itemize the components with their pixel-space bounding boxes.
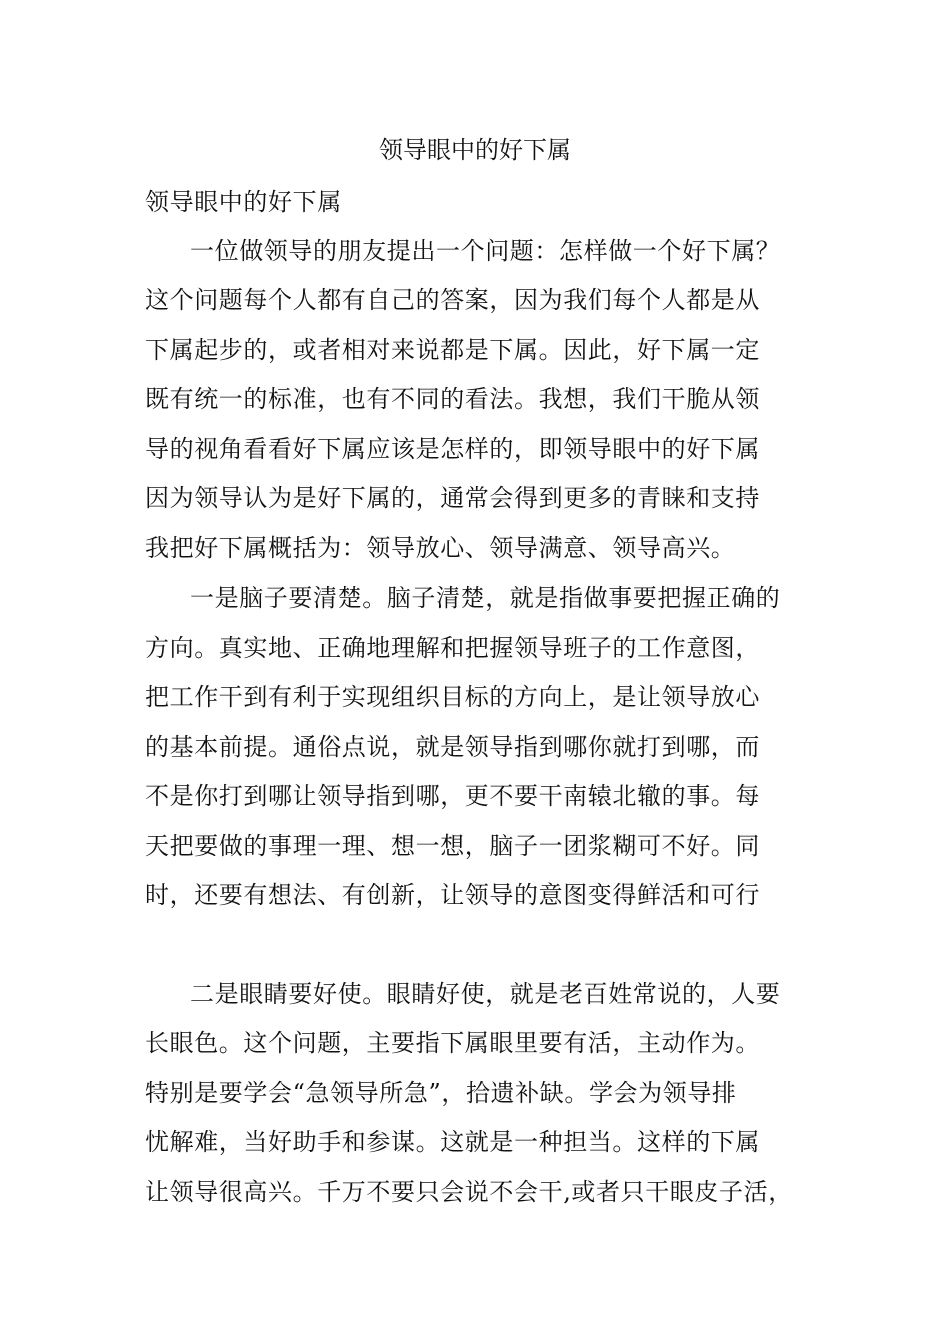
paragraph-line: 这个问题每个人都有自己的答案，因为我们每个人都是从 bbox=[145, 286, 760, 314]
paragraph-line: 特别是要学会“急领导所急”，拾遗补缺。学会为领导排 bbox=[145, 1079, 737, 1107]
paragraph-line: 长眼色。这个问题，主要指下属眼里要有活，主动作为。 bbox=[145, 1029, 760, 1057]
paragraph-line: 让领导很高兴。千万不要只会说不会干,或者只干眼皮子活， bbox=[145, 1178, 793, 1206]
document-subtitle: 领导眼中的好下属 bbox=[145, 188, 342, 216]
paragraph-line: 一是脑子要清楚。脑子清楚，就是指做事要把握正确的 bbox=[190, 584, 781, 612]
paragraph-line: 既有统一的标准，也有不同的看法。我想，我们干脆从领 bbox=[145, 385, 760, 413]
paragraph-line: 方向。真实地、正确地理解和把握领导班子的工作意图， bbox=[145, 634, 760, 662]
paragraph-line: 不是你打到哪让领导指到哪，更不要干南辕北辙的事。每 bbox=[145, 782, 760, 810]
paragraph-line: 因为领导认为是好下属的，通常会得到更多的青睐和支持 bbox=[145, 484, 760, 512]
paragraph-line: 的基本前提。通俗点说，就是领导指到哪你就打到哪，而 bbox=[145, 733, 760, 761]
paragraph-line: 导的视角看看好下属应该是怎样的，即领导眼中的好下属 bbox=[145, 435, 760, 463]
paragraph-line: 下属起步的，或者相对来说都是下属。因此，好下属一定 bbox=[145, 336, 760, 364]
paragraph-line: 把工作干到有利于实现组织目标的方向上，是让领导放心 bbox=[145, 683, 760, 711]
paragraph-line: 天把要做的事理一理、想一想，脑子一团浆糊可不好。同 bbox=[145, 832, 760, 860]
document-title: 领导眼中的好下属 bbox=[379, 136, 571, 164]
paragraph-line: 二是眼睛要好使。眼睛好使，就是老百姓常说的，人要 bbox=[190, 980, 781, 1008]
paragraph-line: 我把好下属概括为：领导放心、领导满意、领导高兴。 bbox=[145, 534, 736, 562]
paragraph-line: 忧解难，当好助手和参谋。这就是一种担当。这样的下属 bbox=[145, 1128, 760, 1156]
paragraph-line: 一位做领导的朋友提出一个问题：怎样做一个好下属？ bbox=[190, 237, 781, 265]
paragraph-line: 时，还要有想法、有创新，让领导的意图变得鲜活和可行 bbox=[145, 881, 760, 909]
